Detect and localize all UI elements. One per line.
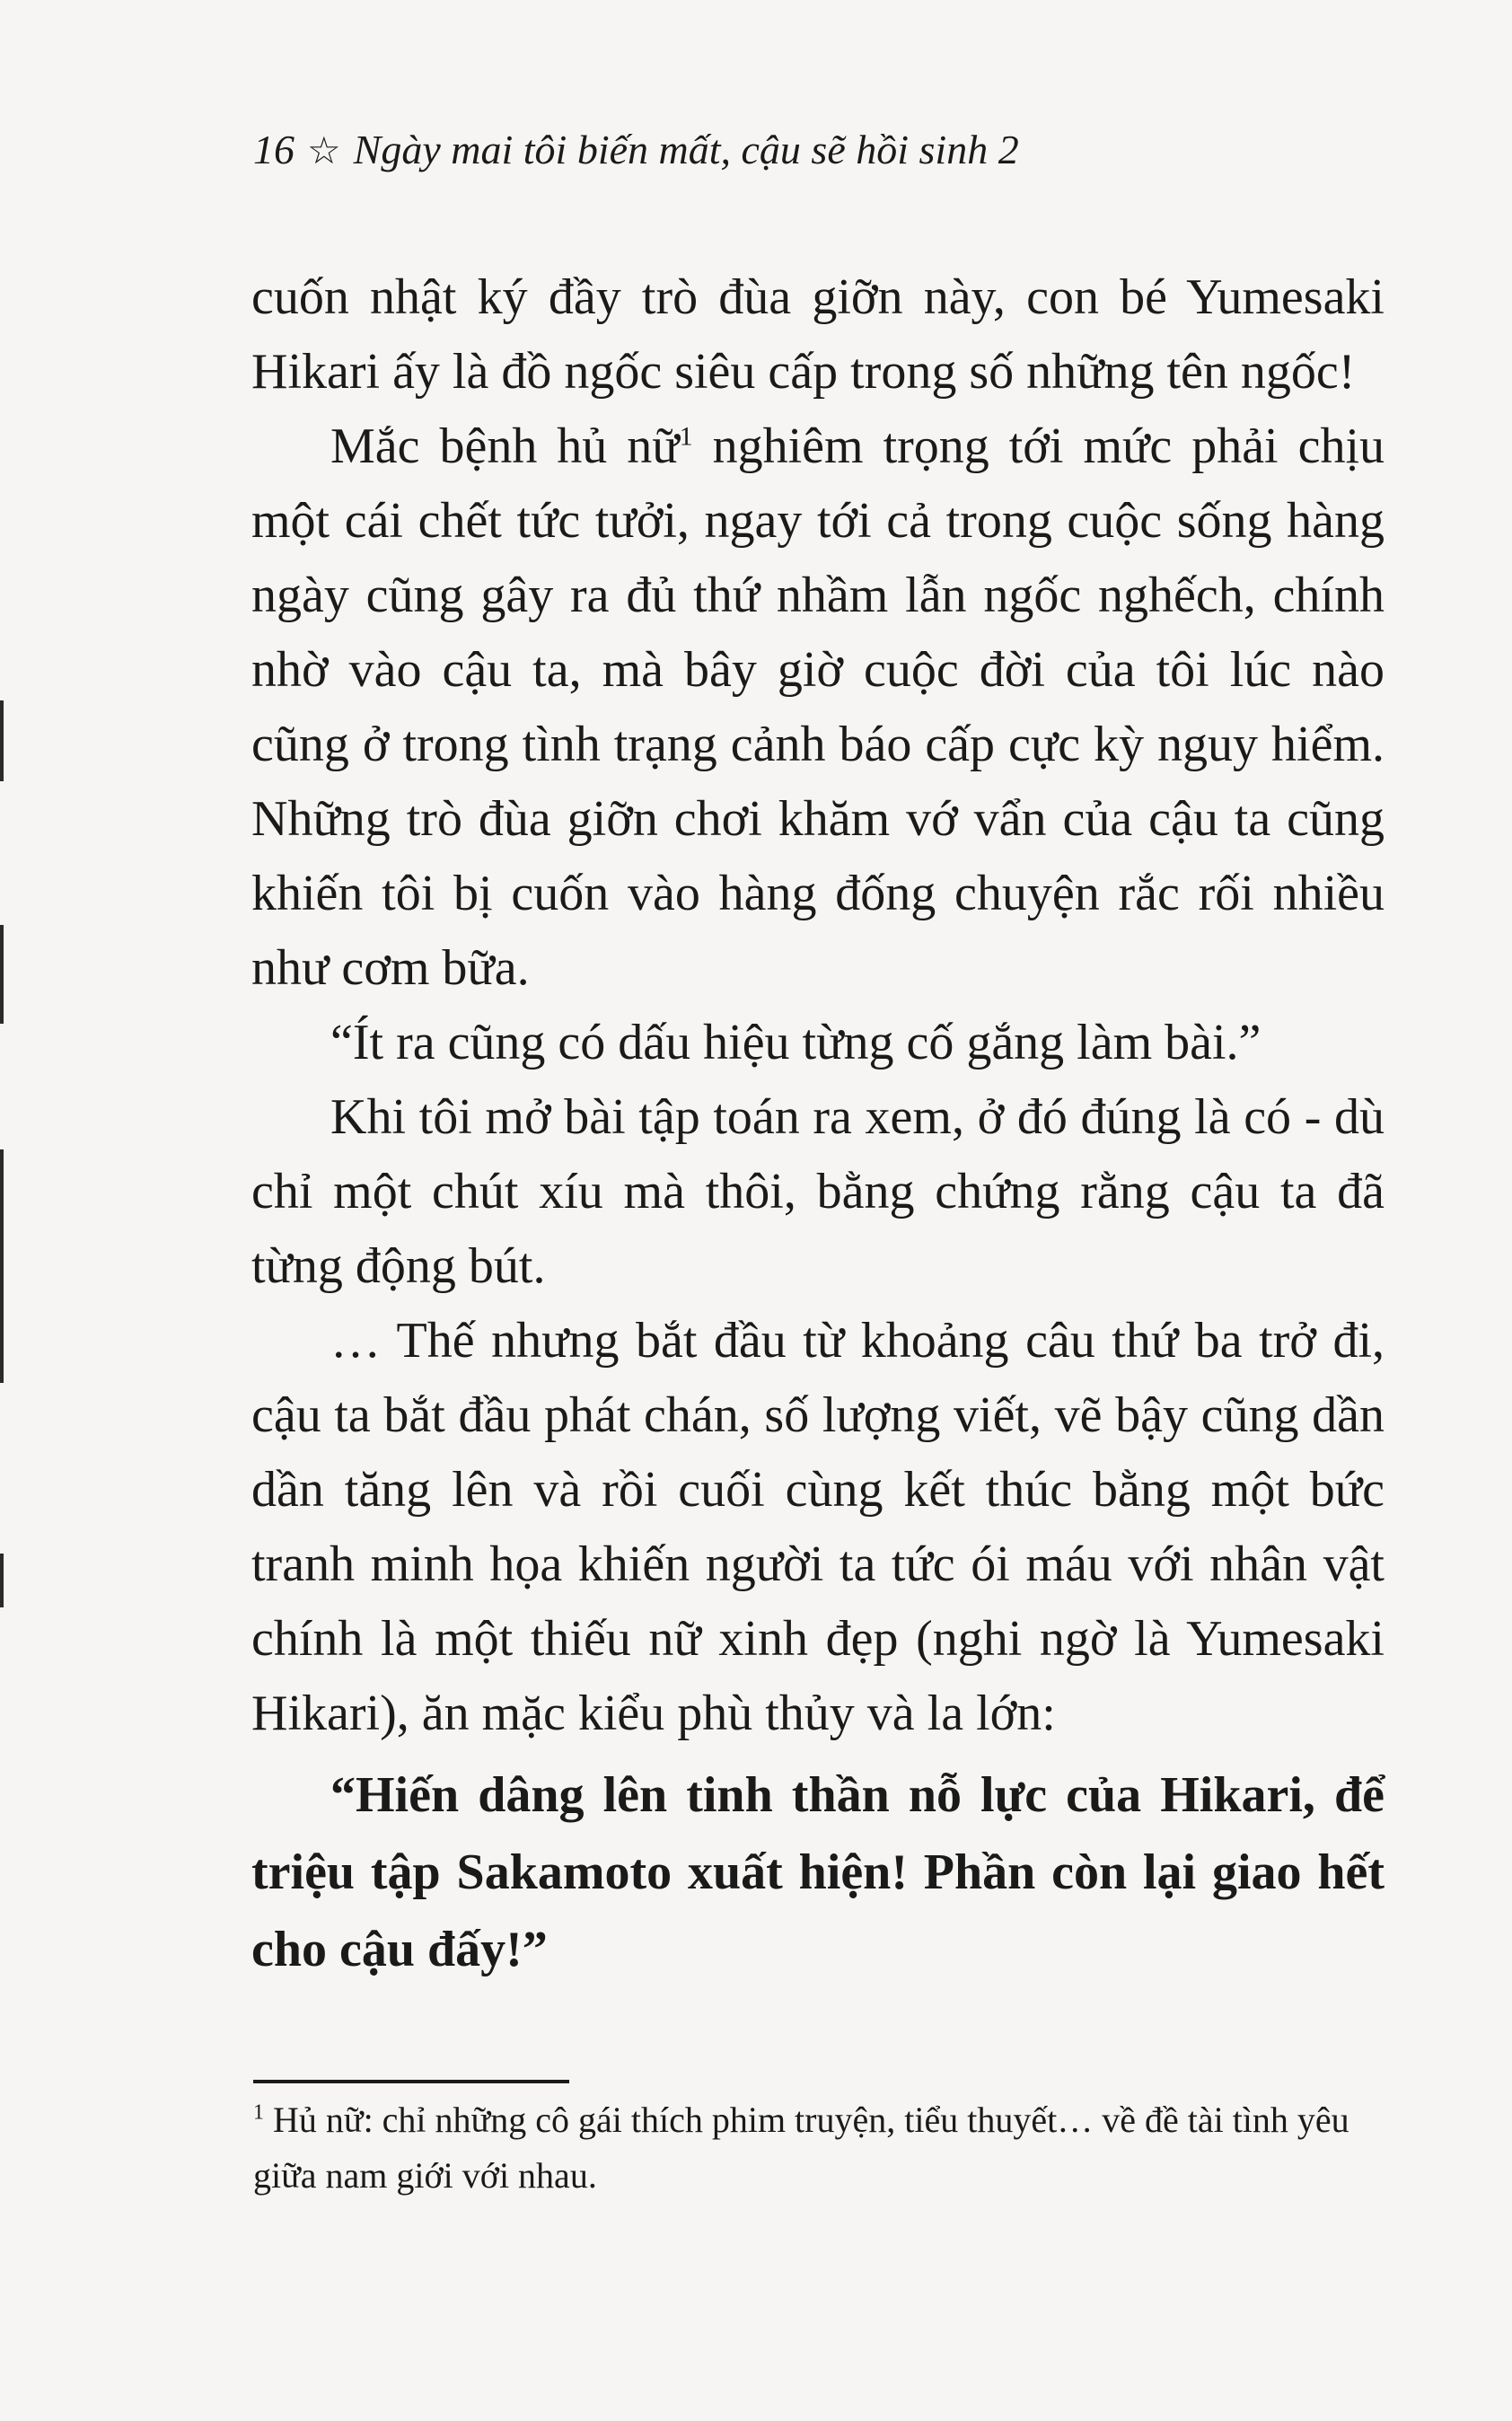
running-header [253,126,1019,173]
footnote-marker: 1 [253,2100,264,2125]
paragraph: … Thế nhưng bắt đầu từ khoảng câu thứ ba trở đi, cậu ta bắt đầu phát chán, số lượng viết, vẽ bậy cũng dần dần tăng lên và rồi cuối cùng kết thúc bằng một bức tranh minh họa khiến người ta tức ói máu với nhân vật chính là một thiếu nữ xinh đẹp (nghi ngờ là Yumesaki Hikari), ăn mặc kiểu phù thủy và la lớn: [251,1313,1385,1741]
paragraph-bold-quote: “Hiến dâng lên tinh thần nỗ lực của Hikari, để triệu tập Sakamoto xuất hiện! Phần còn lại giao hết cho cậu đấy!” [251,1767,1385,1977]
scan-edge-mark [0,1149,4,1383]
scan-edge-mark [0,700,4,781]
footnote-reference[interactable]: 1 [679,421,693,452]
paragraph-start: Mắc bệnh hủ nữ [330,418,680,474]
paragraph: “Ít ra cũng có dấu hiệu từng cố gắng làm bài.” [330,1015,1261,1070]
paragraph [251,409,1385,1006]
scan-edge-mark [0,925,4,1024]
paragraph-rest: nghiêm trọng tới mức phải chịu một cái chết tức tưởi, ngay tới cả trong cuộc sống hàng ngày cũng gây ra đủ thứ nhầm lẫn ngốc nghếch, chính nhờ vào cậu ta, mà bây giờ cuộc đời của tôi lúc nào cũng ở trong tình trạng cảnh báo cấp cực kỳ nguy hiểm. Những trò đùa giỡn chơi khăm vớ vẩn của cậu ta cũng khiến tôi bị cuốn vào hàng đống chuyện rắc rối nhiều như cơm bữa. [251,418,1385,996]
footnote [253,2092,1376,2204]
star-icon: ☆ [307,131,341,172]
paragraph: Khi tôi mở bài tập toán ra xem, ở đó đúng là có - dù chỉ một chút xíu mà thôi, bằng chứng rằng cậu ta đã từng động bút. [251,1089,1385,1294]
book-title: Ngày mai tôi biến mất, cậu sẽ hồi sinh 2 [353,127,1019,172]
footnote-text: Hủ nữ: chỉ những cô gái thích phim truyện, tiểu thuyết… về đề tài tình yêu giữa nam giới với nhau. [253,2100,1349,2196]
scan-edge-mark [0,1554,4,1607]
paragraph: cuốn nhật ký đầy trò đùa giỡn này, con bé Yumesaki Hikari ấy là đồ ngốc siêu cấp trong số những tên ngốc! [251,269,1385,400]
page-number: 16 [253,127,294,172]
body-text [251,260,1385,1988]
footnote-divider [253,2080,569,2083]
